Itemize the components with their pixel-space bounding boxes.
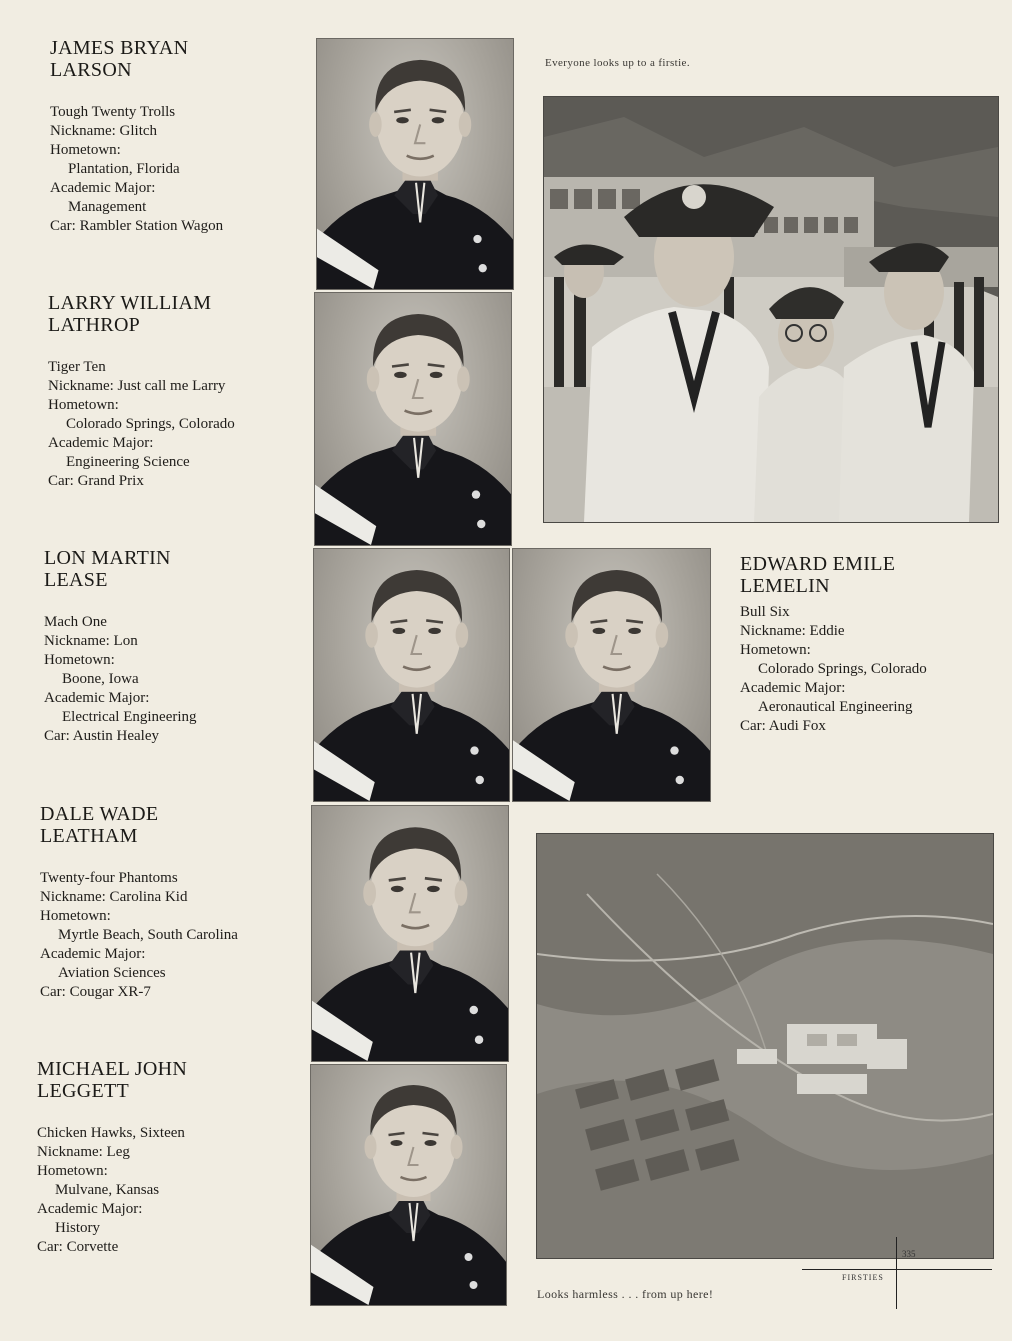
bio-leatham [40, 803, 238, 1002]
bio-squadron: Bull Six [740, 604, 790, 620]
cadets-group-photo [543, 96, 999, 523]
bio-hometown: Boone, Iowa [62, 671, 139, 687]
bio-major-label: Academic Major: [740, 680, 846, 696]
bio-hometown: Mulvane, Kansas [55, 1182, 160, 1198]
bio-major: History [55, 1220, 100, 1236]
page-folio [802, 1237, 992, 1317]
bio-hometown-label: Hometown: [44, 652, 115, 668]
bio-leggett [37, 1058, 187, 1257]
bio-nickname: Nickname: Just call me Larry [48, 378, 226, 394]
bio-name: LON MARTIN LEASE [44, 547, 171, 591]
bio-nickname: Nickname: Lon [44, 633, 138, 649]
bio-lathrop [48, 292, 235, 491]
bio-name: EDWARD EMILE LEMELIN [740, 553, 896, 597]
bio-nickname: Nickname: Glitch [50, 123, 158, 139]
bio-nickname: Nickname: Eddie [740, 623, 845, 639]
folio-vertical-rule [896, 1237, 897, 1309]
bio-major: Aeronautical Engineering [758, 699, 913, 715]
bio-major-label: Academic Major: [40, 946, 146, 962]
bio-hometown-label: Hometown: [40, 908, 111, 924]
bio-hometown-label: Hometown: [48, 397, 119, 413]
bio-name: LARRY WILLIAM LATHROP [48, 292, 212, 336]
page-number: 335 [902, 1249, 916, 1259]
bio-hometown: Colorado Springs, Colorado [758, 661, 927, 677]
bio-major: Management [68, 199, 147, 215]
caption-bottom: Looks harmless . . . from up here! [537, 1287, 714, 1301]
bio-car: Car: Cougar XR-7 [40, 984, 151, 1000]
portrait-larson [316, 38, 514, 290]
bio-major: Aviation Sciences [58, 965, 166, 981]
bio-nickname: Nickname: Carolina Kid [40, 889, 188, 905]
bio-car: Car: Rambler Station Wagon [50, 218, 224, 234]
bio-name: DALE WADE LEATHAM [40, 803, 159, 847]
bio-hometown: Plantation, Florida [68, 161, 180, 177]
bio-car: Car: Austin Healey [44, 728, 159, 744]
bio-major: Engineering Science [66, 454, 190, 470]
folio-horizontal-rule [802, 1269, 992, 1270]
bio-major-label: Academic Major: [50, 180, 156, 196]
bio-squadron: Tiger Ten [48, 359, 106, 375]
bio-major: Electrical Engineering [62, 709, 197, 725]
bio-name: MICHAEL JOHN LEGGETT [37, 1058, 188, 1102]
bio-major-label: Academic Major: [44, 690, 150, 706]
bio-major-label: Academic Major: [37, 1201, 143, 1217]
bio-squadron: Mach One [44, 614, 107, 630]
bio-squadron: Tough Twenty Trolls [50, 104, 176, 120]
portrait-lemelin [512, 548, 711, 802]
portrait-lease [313, 548, 510, 802]
bio-nickname: Nickname: Leg [37, 1144, 130, 1160]
bio-squadron: Twenty-four Phantoms [40, 870, 178, 886]
bio-lease [44, 547, 197, 746]
bio-larson [50, 37, 223, 236]
bio-car: Car: Audi Fox [740, 718, 826, 734]
bio-car: Car: Corvette [37, 1239, 119, 1255]
bio-major-label: Academic Major: [48, 435, 154, 451]
portrait-leggett [310, 1064, 507, 1306]
section-label: FIRSTIES [842, 1273, 884, 1282]
portrait-lathrop [314, 292, 512, 546]
aerial-campus-photo [536, 833, 994, 1259]
caption-top: Everyone looks up to a firstie. [545, 57, 690, 69]
bio-name: JAMES BRYAN LARSON [50, 37, 189, 81]
bio-hometown: Myrtle Beach, South Carolina [58, 927, 238, 943]
bio-lemelin [740, 553, 927, 736]
bio-hometown-label: Hometown: [50, 142, 121, 158]
bio-squadron: Chicken Hawks, Sixteen [37, 1125, 185, 1141]
bio-hometown: Colorado Springs, Colorado [66, 416, 235, 432]
bio-hometown-label: Hometown: [740, 642, 811, 658]
portrait-leatham [311, 805, 509, 1062]
bio-car: Car: Grand Prix [48, 473, 144, 489]
bio-hometown-label: Hometown: [37, 1163, 108, 1179]
